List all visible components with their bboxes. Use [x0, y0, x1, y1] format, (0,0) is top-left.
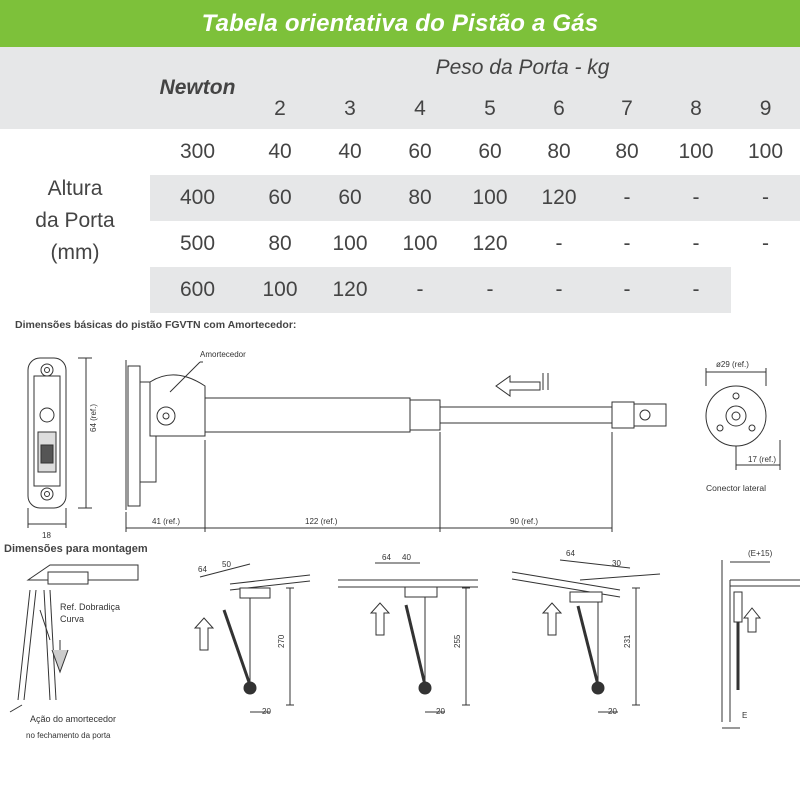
- dim-41-label: 41 (ref.): [152, 517, 181, 526]
- dim-18-label: 18: [42, 531, 51, 540]
- weight-col-header: 3: [315, 89, 385, 129]
- force-cell: -: [385, 267, 455, 313]
- weight-col-header: 9: [731, 89, 800, 129]
- damper-label: Amortecedor: [200, 350, 246, 359]
- force-cell: 100: [455, 175, 525, 221]
- force-cell: 120: [525, 175, 593, 221]
- mounting-section-title: Dimensões para montagem: [4, 543, 148, 555]
- fig1-height: 270: [277, 634, 286, 648]
- force-cell: 80: [615, 140, 639, 163]
- force-cell: -: [762, 232, 770, 255]
- fig1-top-b: 50: [222, 560, 231, 569]
- fig2-bottom: 20: [436, 707, 445, 716]
- action-label-1: Ação do amortecedor: [30, 714, 117, 724]
- dim-122-label: 122 (ref.): [305, 517, 338, 526]
- mounting-figure-231: [512, 560, 660, 712]
- fig2-height: 255: [453, 634, 462, 648]
- force-cell: -: [555, 232, 563, 255]
- bracket-front-view: [28, 358, 92, 528]
- force-cell: -: [661, 175, 731, 221]
- force-cell: 100: [678, 140, 714, 163]
- fig4-top: (E+15): [748, 549, 773, 558]
- force-cell: 80: [385, 175, 455, 221]
- force-cell: 40: [268, 140, 292, 163]
- connector-label: Conector lateral: [706, 483, 767, 493]
- force-cell: 60: [408, 140, 432, 163]
- force-cell: 40: [338, 140, 362, 163]
- fig3-top-b: 30: [612, 559, 621, 568]
- force-cell: -: [593, 267, 661, 313]
- force-cell: -: [731, 175, 800, 221]
- force-cell: -: [593, 175, 661, 221]
- force-cell: 60: [245, 175, 315, 221]
- force-cell: 100: [332, 232, 368, 255]
- force-cell: -: [692, 232, 700, 255]
- weight-col-header: 2: [245, 89, 315, 129]
- dim-90-label: 90 (ref.): [510, 517, 539, 526]
- height-cell: 300: [179, 140, 216, 163]
- fig3-bottom: 20: [608, 707, 617, 716]
- height-cell: 400: [150, 175, 245, 221]
- fig2-top-a: 64: [382, 553, 391, 562]
- hinge-label-2: Curva: [60, 614, 85, 624]
- force-cell: 120: [315, 267, 385, 313]
- piston-side-view: [126, 360, 666, 532]
- force-cell: 120: [472, 232, 508, 255]
- weight-col-header: 4: [385, 89, 455, 129]
- hinge-label-1: Ref. Dobradiça: [60, 602, 121, 612]
- mounting-figure-E: [722, 560, 800, 728]
- mounting-hinge-figure: [10, 565, 138, 712]
- force-cell: 80: [268, 232, 292, 255]
- fig2-top-b: 40: [402, 553, 411, 562]
- table-title: Tabela orientativa do Pistão a Gás: [201, 9, 599, 37]
- force-cell: -: [623, 232, 631, 255]
- force-cell: 80: [547, 140, 571, 163]
- weight-col-header: 5: [455, 89, 525, 129]
- force-cell: -: [525, 267, 593, 313]
- weight-col-header: 6: [525, 89, 593, 129]
- force-cell: -: [455, 267, 525, 313]
- force-cell: 100: [245, 267, 315, 313]
- newton-header: Newton: [150, 47, 245, 129]
- force-cell: 60: [478, 140, 502, 163]
- dim-phi29-label: ø29 (ref.): [716, 360, 749, 369]
- force-cell: 100: [748, 140, 784, 163]
- force-cell: 60: [315, 175, 385, 221]
- weight-col-header: 8: [661, 89, 731, 129]
- height-label-line: da Porta: [35, 209, 115, 232]
- mounting-figure-270: [195, 564, 310, 712]
- fig1-bottom: 20: [262, 707, 271, 716]
- height-label-line: (mm): [50, 241, 100, 264]
- fig1-top-a: 64: [198, 565, 207, 574]
- fig3-height: 231: [623, 634, 632, 648]
- dim-64-label: 64 (ref.): [89, 403, 98, 432]
- height-label-line: Altura: [47, 177, 103, 200]
- weight-header: Peso da Porta - kg: [245, 47, 800, 89]
- height-cell: 500: [179, 232, 216, 255]
- fig4-bottom: E: [742, 711, 748, 720]
- force-cell: 100: [402, 232, 438, 255]
- dim-17-label: 17 (ref.): [748, 455, 777, 464]
- force-cell: -: [661, 267, 731, 313]
- action-label-2: no fechamento da porta: [26, 731, 111, 740]
- height-cell: 600: [150, 267, 245, 313]
- dimensions-section-title: Dimensões básicas do pistão FGVTN com Amortecedor:: [15, 319, 297, 331]
- fig3-top-a: 64: [566, 549, 575, 558]
- weight-col-header: 7: [593, 89, 661, 129]
